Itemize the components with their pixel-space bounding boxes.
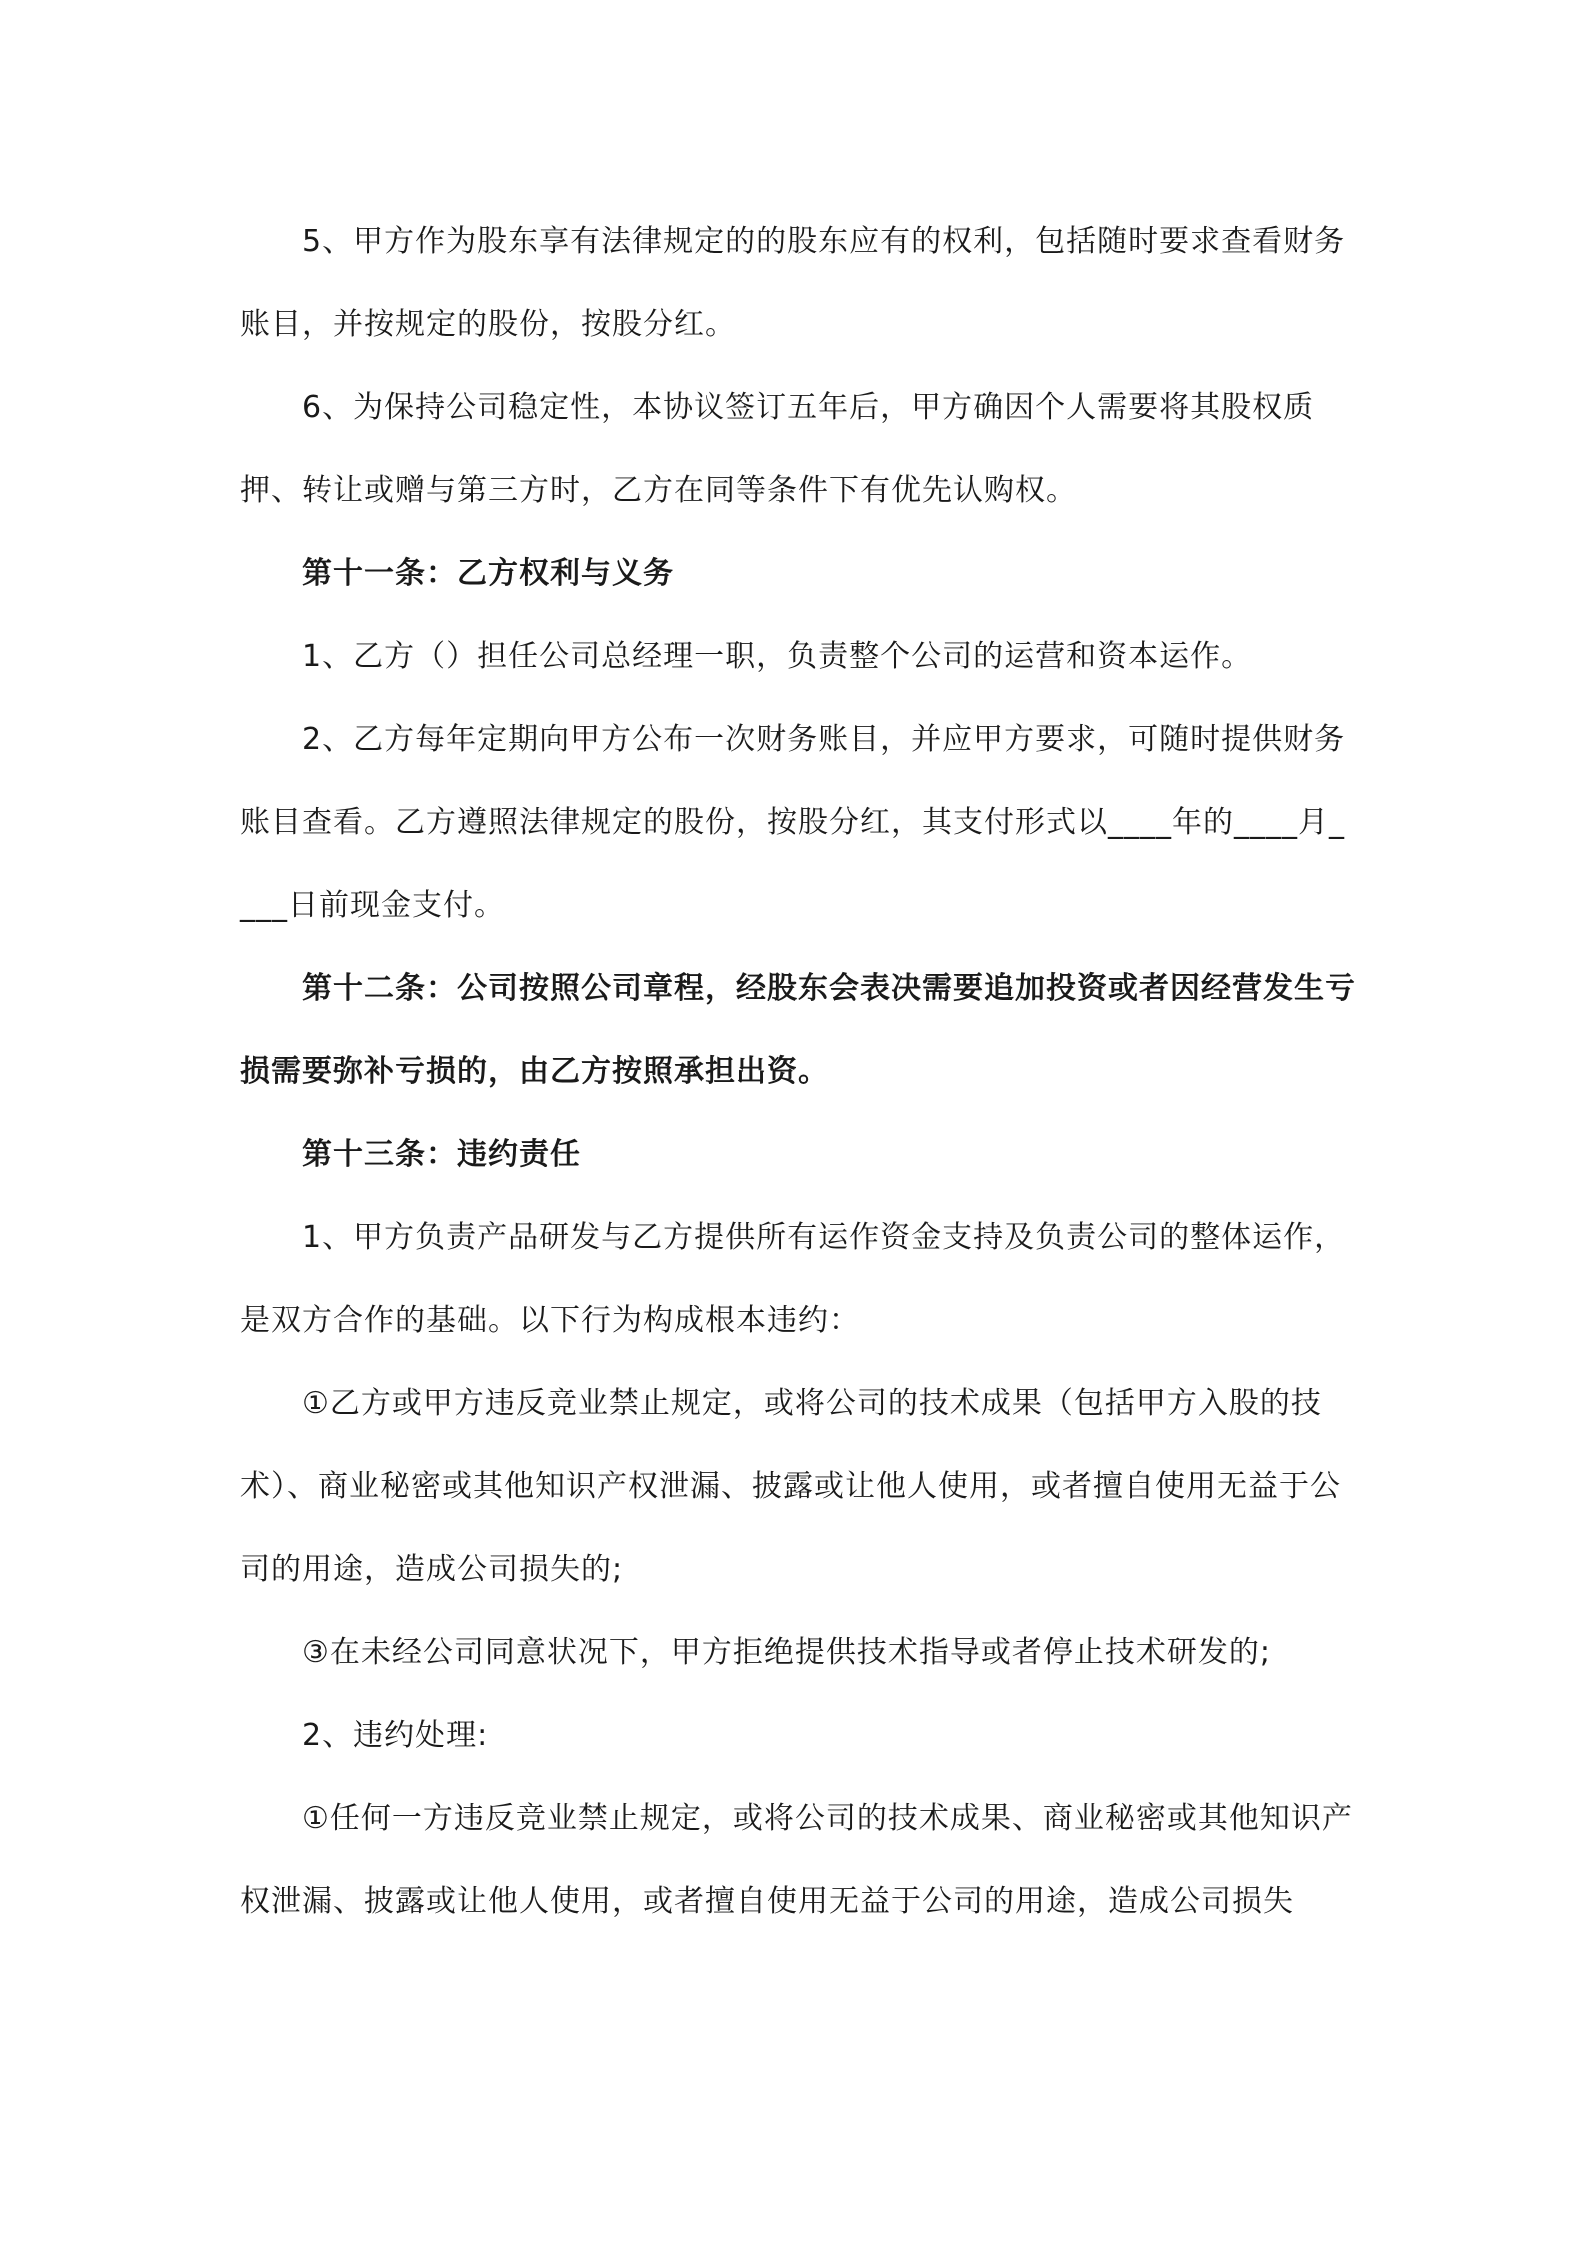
- paragraph-shareholder-rights: 5、甲方作为股东享有法律规定的的股东应有的权利，包括随时要求查看财务账目，并按规定的股份，按股分红。: [240, 224, 1346, 342]
- paragraph-handling-item-1: ①任何一方违反竞业禁止规定，或将公司的技术成果、商业秘密或其他知识产权泄漏、披露或让他人使用，或者擅自使用无益于公司的用途，造成公司损失: [240, 1801, 1353, 1919]
- paragraph-breach-item-3: ③在未经公司同意状况下，甲方拒绝提供技术指导或者停止技术研发的;: [302, 1635, 1272, 1670]
- paragraph-breach-item-1: ①乙方或甲方违反竞业禁止规定，或将公司的技术成果（包括甲方入股的技术）、商业秘密或其他知识产权泄漏、披露或让他人使用，或者擅自使用无益于公司的用途，造成公司损失的;: [240, 1386, 1341, 1587]
- document-body: [240, 200, 1360, 1943]
- paragraph-pre-emptive-right: 6、为保持公司稳定性，本协议签订五年后，甲方确因个人需要将其股权质押、转让或赠与第三方时，乙方在同等条件下有优先认购权。: [240, 390, 1315, 508]
- heading-article-13: 第十三条：违约责任: [302, 1137, 581, 1172]
- heading-article-12: 第十二条：公司按照公司章程，经股东会表决需要追加投资或者因经营发生亏损需要弥补亏损的，由乙方按照承担出资。: [240, 971, 1356, 1089]
- paragraph-breach-handling: 2、违约处理:: [302, 1718, 489, 1753]
- heading-article-11: 第十一条：乙方权利与义务: [302, 556, 674, 591]
- paragraph-fundamental-breach: 1、甲方负责产品研发与乙方提供所有运作资金支持及负责公司的整体运作，是双方合作的基础。以下行为构成根本违约：: [240, 1220, 1346, 1338]
- paragraph-general-manager: 1、乙方（）担任公司总经理一职，负责整个公司的运营和资本运作。: [302, 639, 1253, 674]
- paragraph-financial-accounts: 2、乙方每年定期向甲方公布一次财务账目，并应甲方要求，可随时提供财务账目查看。乙方遵照法律规定的股份，按股分红，其支付形式以____年的____月____日前现金支付。: [240, 722, 1346, 923]
